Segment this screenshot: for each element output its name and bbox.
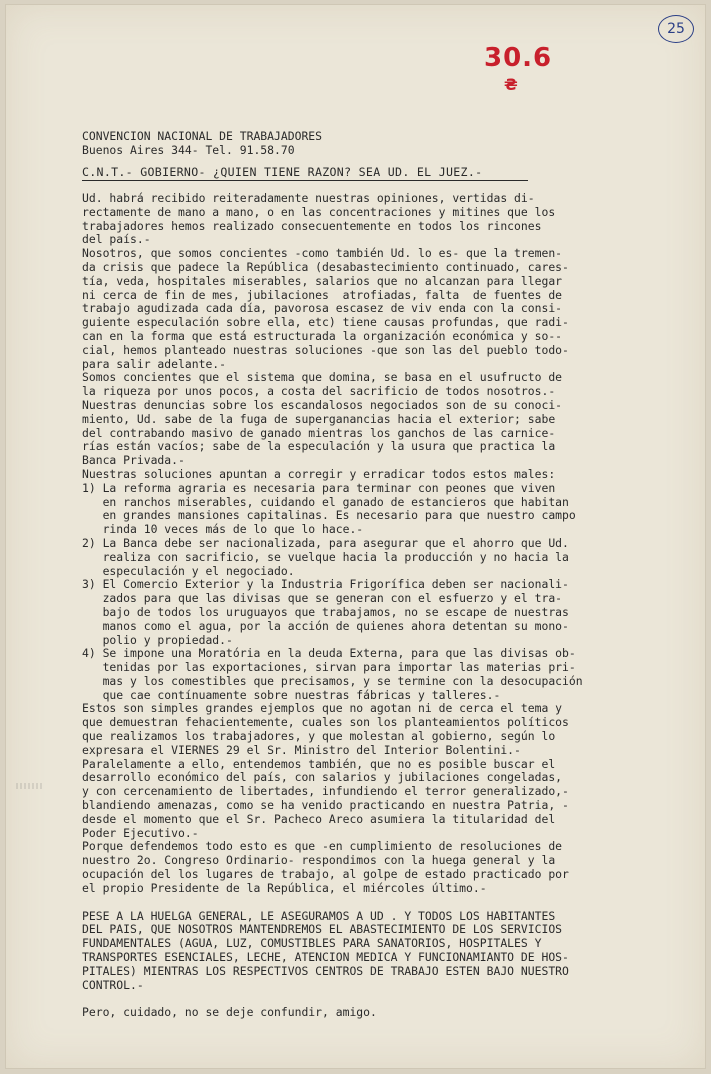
text-line: PITALES) MIENTRAS LOS RESPECTIVOS CENTROS DE TRABAJO ESTEN BAJO NUESTRO (82, 963, 569, 978)
text-line: Nosotros, que somos concientes -como también Ud. lo es- que la tremen- (82, 246, 563, 261)
subject-line: C.N.T.- GOBIERNO- ¿QUIEN TIENE RAZON? SEA UD. EL JUEZ.- (82, 165, 483, 179)
organization-address: Buenos Aires 344- Tel. 91.58.70 (82, 143, 295, 157)
text-line: del país.- (82, 232, 151, 247)
text-line: en ranchos miserables, cuidando el ganado de estancieros que habitan (82, 494, 569, 509)
text-line: especulación y el negociado. (82, 563, 295, 578)
text-line: polio y propiedad.- (82, 632, 233, 647)
text-line: que cae contínuamente sobre nuestras fábricas y talleres.- (82, 687, 501, 702)
text-line: el propio Presidente de la República, el miércoles último.- (82, 880, 487, 895)
subject-underline (82, 180, 528, 181)
text-line: Estos son simples grandes ejemplos que no agotan ni de cerca el tema y (82, 701, 563, 716)
text-line: del contrabando masivo de ganado mientras los ganchos de las carnice- (82, 425, 556, 440)
text-line: tía, veda, hospitales miserables, salarios que no alcanzan para llegar (82, 273, 563, 288)
paper-smudge (16, 783, 42, 789)
document-page (6, 5, 705, 1068)
text-line: guiente especulación sobre ella, etc) tiene causas profundas, que radi- (82, 315, 569, 330)
text-line: realiza con sacrificio, se vuelque hacia la producción y no hacia la (82, 549, 569, 564)
closing-line: Pero, cuidado, no se deje confundir, amigo. (82, 1005, 377, 1020)
text-line: Banca Privada.- (82, 453, 185, 468)
text-line: miento, Ud. sabe de la fuga de superganancias hacia el exterior; sabe (82, 411, 556, 426)
text-line: manos como el agua, por la acción de quienes ahora detentan su mono- (82, 618, 569, 633)
text-line: nuestro 2o. Congreso Ordinario- respondimos con la huega general y la (82, 853, 556, 868)
text-line: mas y los comestibles que precisamos, y se termine con la desocupación (82, 673, 583, 688)
text-line: zados para que las divisas que se generan con el esfuerzo y el tra- (82, 591, 563, 606)
text-line: FUNDAMENTALES (AGUA, LUZ, COMUSTIBLES PARA SANATORIOS, HOSPITALES Y (82, 936, 542, 951)
text-line: desarrollo económico del país, con salarios y jubilaciones congeladas, (82, 770, 563, 785)
text-line: 3) El Comercio Exterior y la Industria Frigorífica deben ser nacionali- (82, 577, 569, 592)
handwritten-folio: 30.6 (484, 43, 553, 73)
text-line: desde el momento que el Sr. Pacheco Areco asumiera la titularidad del (82, 811, 556, 826)
paragraph-gap (82, 992, 672, 1006)
text-line: que realizamos los trabajadores, y que molestan al gobierno, según lo (82, 729, 556, 744)
text-line: Porque defendemos todo esto es que -en cumplimiento de resoluciones de (82, 839, 563, 854)
text-line: ocupación del los lugares de trabajo, al golpe de estado practicado por (82, 867, 569, 882)
text-line: rectamente de mano a mano, o en las concentraciones y mitines que los (82, 204, 556, 219)
page-number: 25 (667, 21, 685, 37)
capitalized-notice (82, 910, 672, 993)
text-line: ni cerca de fin de mes, jubilaciones atrofiadas, falta de fuentes de (82, 287, 563, 302)
text-line: tenidas por las exportaciones, sirvan para importar las materias pri- (82, 660, 576, 675)
text-line: Poder Ejecutivo.- (82, 825, 199, 840)
text-line: PESE A LA HUELGA GENERAL, LE ASEGURAMOS A UD . Y TODOS LOS HABITANTES (82, 908, 556, 923)
text-line: Nuestras denuncias sobre los escandalosos negociados son de su conoci- (82, 397, 563, 412)
handwritten-mark: ₴ (504, 75, 518, 94)
text-line: y con cercenamiento de libertades, infundiendo el terror generalizado,- (82, 784, 569, 799)
text-line: expresara el VIERNES 29 el Sr. Ministro del Interior Bolentini.- (82, 742, 521, 757)
text-line: la riqueza por unos pocos, a costa del sacrificio de todos nosotros.- (82, 384, 556, 399)
text-line: cial, hemos planteado nuestras soluciones -que son las del pueblo todo- (82, 342, 569, 357)
text-line: trabajo agudizada cada día, pavorosa escasez de viv enda con la consi- (82, 301, 563, 316)
text-line: en grandes mansiones capitalinas. Es necesario para que nuestro campo (82, 508, 576, 523)
text-line: DEL PAIS, QUE NOSOTROS MANTENDREMOS EL ABASTECIMIENTO DE LOS SERVICIOS (82, 922, 563, 937)
text-line: 1) La reforma agraria es necesaria para terminar con peones que viven (82, 480, 556, 495)
text-line: TRANSPORTES ESENCIALES, LECHE, ATENCION MEDICA Y FUNCIONAMIANTO DE HOS- (82, 950, 569, 965)
text-line: 4) Se impone una Moratória en la deuda Externa, para que las divisas ob- (82, 646, 576, 661)
text-line: para salir adelante.- (82, 356, 227, 371)
organization-name: CONVENCION NACIONAL DE TRABAJADORES (82, 129, 323, 143)
letter-body (82, 192, 672, 1020)
text-line: Somos concientes que el sistema que domina, se basa en el usufructo de (82, 370, 563, 385)
text-line: da crisis que padece la República (desabastecimiento continuado, cares- (82, 259, 569, 274)
text-line: Paralelamente a ello, entendemos también, que no es posible buscar el (82, 756, 556, 771)
page-number-circle (658, 15, 694, 43)
text-line: que demuestran fehacientemente, cuales son los planteamientos políticos (82, 715, 569, 730)
text-line: rías están vacíos; sabe de la especulación y la usura que practica la (82, 439, 556, 454)
text-line: can en la forma que está estructurada la organización económica y so-- (82, 328, 563, 343)
text-line: bajo de todos los uruguayos que trabajamos, no se escape de nuestras (82, 604, 569, 619)
body-paragraphs (82, 192, 672, 896)
letterhead (82, 129, 322, 157)
text-line: rinda 10 veces más de lo que lo hace.- (82, 522, 364, 537)
paragraph-gap (82, 896, 672, 910)
text-line: trabajadores hemos realizado consecuentemente en todos los rincones (82, 218, 542, 233)
text-line: Nuestras soluciones apuntan a corregir y erradicar todos estos males: (82, 466, 556, 481)
text-line: blandiendo amenazas, como se ha venido practicando en nuestra Patria, - (82, 798, 569, 813)
text-line: 2) La Banca debe ser nacionalizada, para asegurar que el ahorro que Ud. (82, 535, 569, 550)
text-line: Ud. habrá recibido reiteradamente nuestras opiniones, vertidas di- (82, 191, 535, 205)
text-line: CONTROL.- (82, 977, 144, 992)
